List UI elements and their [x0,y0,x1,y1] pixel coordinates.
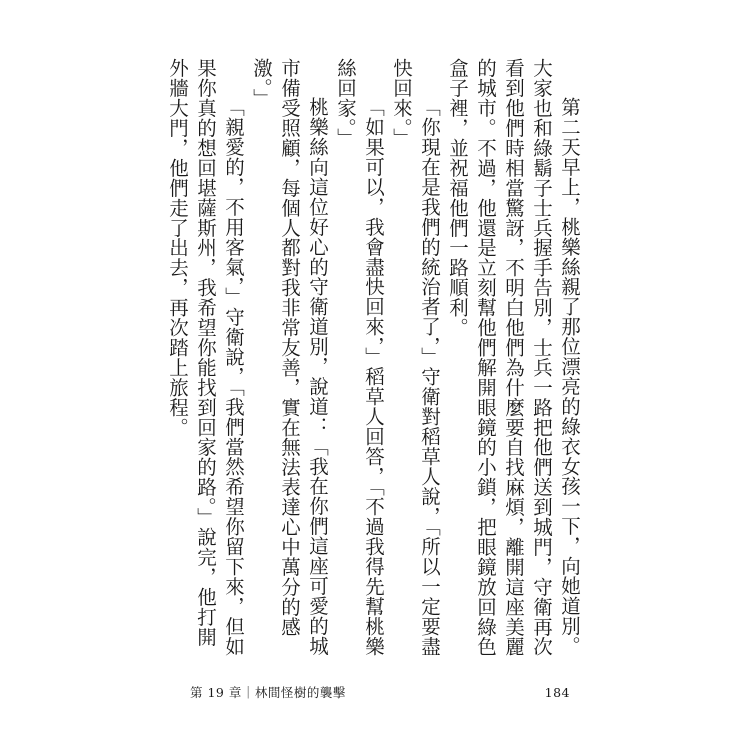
paragraph: 「如果可以，我會盡快回來，」稻草人回答，「不過我得先幫桃樂絲回家。」 [334,58,385,657]
paragraph: 「你現在是我們的統治者了，」守衛對稻草人說，「所以一定要盡快回來。」 [390,58,441,657]
paragraph: 「親愛的，不用客氣，」守衛說，「我們當然希望你留下來，但如果你真的想回堪薩斯州，我希望你能找到回家的路。」說完，他打開外牆大門，他們走了出去，再次踏上旅程。 [166,58,245,657]
body-text [166,58,583,664]
page-footer [190,683,570,703]
page-number: 184 [544,685,570,700]
chapter-label: 第 19 章｜林間怪樹的襲擊 [190,685,346,700]
paragraph: 桃樂絲向這位好心的守衛道別，說道：「我在你們這座可愛的城市備受照顧，每個人都對我非常友善，實在無法表達心中萬分的感激。」 [250,58,329,656]
paragraph: 第二天早上，桃樂絲親了那位漂亮的綠衣女孩一下，向她道別。大家也和綠鬍子士兵握手告別，士兵一路把他們送到城門，守衛再次看到他們時相當驚訝，不明白他們為什麼要自找麻煩，離開這座美麗的城市。不過，他還是立刻幫他們解開眼鏡的小鎖，把眼鏡放回綠色盒子裡，並祝福他們一路順利。 [446,58,581,657]
